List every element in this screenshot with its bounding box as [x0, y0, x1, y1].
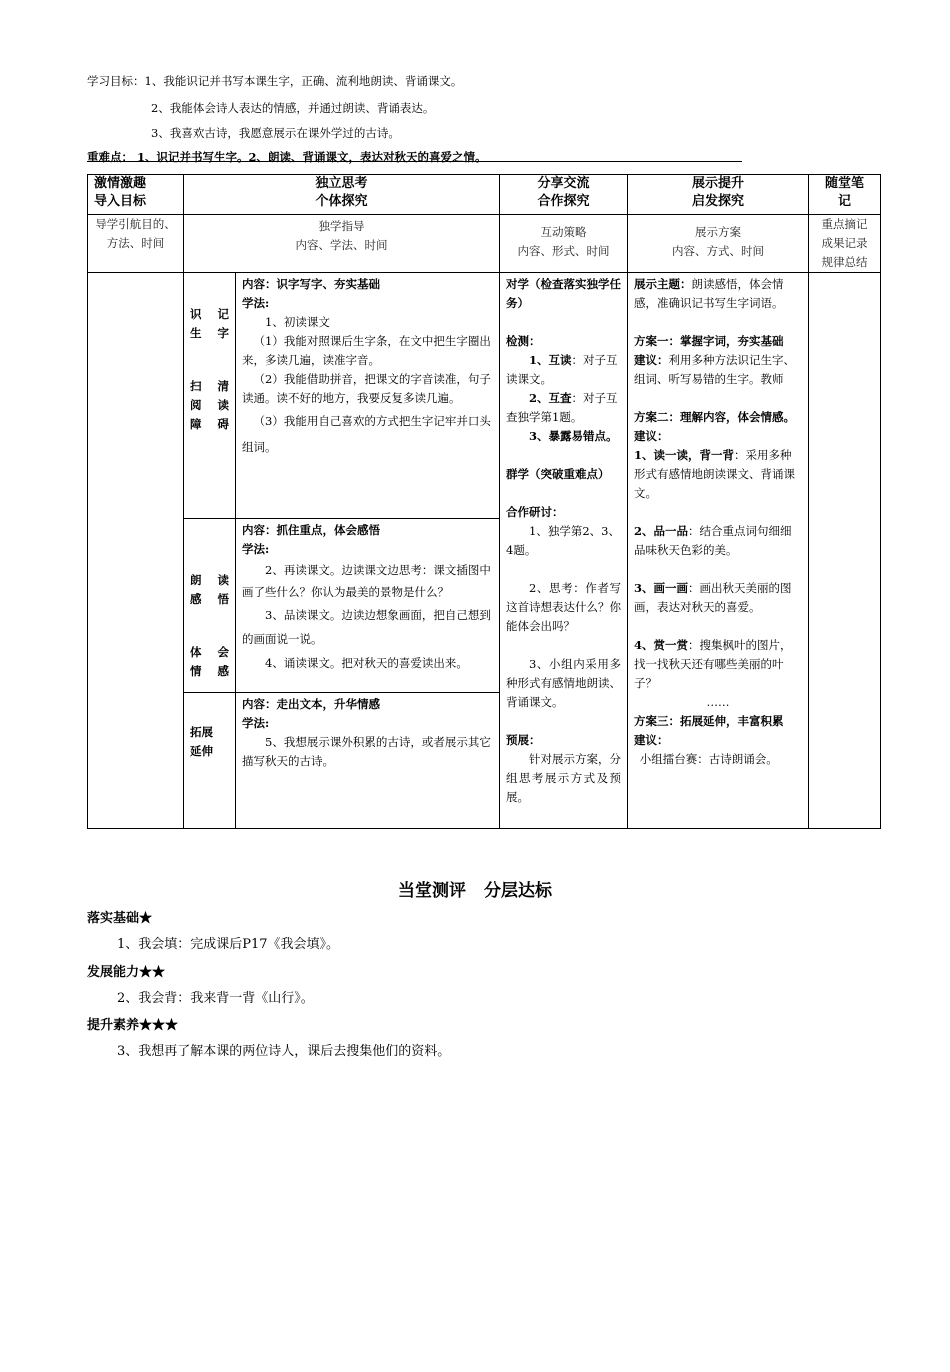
self-study-block-3 — [236, 693, 500, 829]
self-study-block-2 — [236, 519, 500, 693]
show-plan-1: 方案一：掌握字词，夯实基础 — [634, 334, 784, 348]
share-task-1: 1、独学第2、3、4题。 — [506, 524, 620, 557]
block1-title: 内容：识字写字、夯实基础 — [242, 277, 380, 291]
share-qunxue: 群学（突破重难点） — [506, 467, 610, 481]
show-activity-2 — [634, 522, 802, 560]
show-plan-2: 方案二：理解内容，体会情感。 — [634, 410, 796, 424]
show-ellipsis: …… — [706, 695, 730, 709]
block1-method: 学法: — [242, 296, 270, 310]
stage-extension-1: 拓展 — [190, 725, 213, 739]
block2-line2: 3、品读课文。边读边想象画面，把自己想到的画面说一说。 — [242, 608, 491, 646]
show-plan-1-suggestion — [634, 351, 802, 389]
header-motivation-line2: 导入目标 — [94, 194, 147, 209]
share-item-1-text: ：对子互读课文。 — [506, 353, 618, 386]
stage-literacy-2: 生 字 — [190, 326, 229, 340]
notes-cell-empty — [809, 273, 881, 829]
stage-reading — [184, 519, 236, 693]
share-item-2 — [506, 389, 621, 427]
show-activity-1-label: 1、读一读，背一背 — [634, 448, 735, 462]
block1-line3: （2）我能借助拼音，把课文的字音读准，句子读通。读不好的地方，我要反复多读几遍。 — [242, 372, 491, 405]
stage-literacy-1: 识 记 — [190, 307, 229, 321]
goal-line-3: 3、我喜欢古诗，我愿意展示在课外学过的古诗。 — [151, 126, 400, 140]
block1-line2: （1）我能对照课后生字条，在文中把生字圈出来，多读几遍，读准字音。 — [242, 334, 491, 367]
subheader-self-study-line1: 独学指导 — [318, 219, 365, 233]
share-task-3: 3、小组内采用多种形式有感情地朗读、背诵课文。 — [506, 657, 622, 709]
header-motivation-line1: 激情激趣 — [94, 176, 147, 191]
key-points-underline — [87, 161, 742, 162]
show-activity-1-text: ：采用多种形式有感情地朗读课文、背诵课文。 — [634, 448, 796, 500]
block2-title: 内容：抓住重点，体会感悟 — [242, 523, 380, 537]
goal-line-2: 2、我能体会诗人表达的情感，并通过朗读、背诵表达。 — [151, 101, 435, 115]
stage-reading-1: 朗 读 — [190, 573, 229, 587]
show-activity-4-label: 4、赏一赏 — [634, 638, 689, 652]
header-independent-line2: 个体探究 — [315, 194, 368, 209]
share-yuzhan: 预展： — [506, 733, 541, 747]
subheader-self-study — [184, 215, 500, 273]
subheader-showcase-line2: 内容、方式、时间 — [672, 244, 765, 258]
show-plan-1-suggestion-label: 建议： — [634, 353, 669, 367]
task-2: 2、我会背：我来背一背《山行》。 — [117, 991, 314, 1006]
sharing-cell — [500, 273, 628, 829]
level-ability: 发展能力★★ — [87, 965, 166, 980]
level-basic: 落实基础★ — [87, 911, 153, 926]
show-plan-2-suggestion: 建议： — [634, 429, 669, 443]
share-duixue: 对学（检查落实独学任务） — [506, 277, 622, 310]
stage-literacy — [184, 273, 236, 519]
show-activity-3-text: ：画出秋天美丽的图画，表达对秋天的喜爱。 — [634, 581, 792, 614]
subheader-showcase-plan — [628, 215, 809, 273]
stage-literacy-3: 扫 清 — [190, 379, 229, 393]
header-motivation — [88, 175, 184, 215]
header-independent-thinking — [184, 175, 500, 215]
key-points: 重难点： 1、识记并书写生字。2、朗读、背诵课文，表达对秋天的喜爱之情。 — [87, 150, 487, 164]
goal-line-1: 学习目标：1、我能识记并书写本课生字，正确、流利地朗读、背诵课文。 — [87, 74, 463, 88]
show-activity-5: 小组擂台赛：古诗朗诵会。 — [639, 752, 778, 766]
share-yuzhan-text: 针对展示方案，分组思考展示方式及预展。 — [506, 752, 622, 804]
share-item-3: 3、暴露易错点。 — [529, 429, 618, 443]
header-sharing-line2: 合作探究 — [537, 194, 590, 209]
subheader-self-study-line2: 内容、学法、时间 — [295, 238, 388, 252]
show-activity-3 — [634, 579, 802, 617]
stage-literacy-4: 阅 读 — [190, 398, 229, 412]
share-item-2-text: ：对子互查独学第1题。 — [506, 391, 618, 424]
header-notes-line2: 记 — [838, 194, 852, 209]
share-item-1-label: 1、互读 — [529, 353, 572, 367]
show-activity-4-text: ：搜集枫叶的图片，找一找秋天还有哪些美丽的叶子？ — [634, 638, 792, 690]
task-3: 3、我想再了解本课的两位诗人，课后去搜集他们的资料。 — [117, 1044, 451, 1059]
subheader-interaction — [500, 215, 628, 273]
stage-reading-3: 体 会 — [190, 645, 229, 659]
subheader-notes-line1: 重点摘记 — [821, 217, 868, 231]
subheader-guide: 导学引航目的、方法、时间 — [88, 215, 184, 273]
show-activity-1 — [634, 446, 802, 503]
guide-cell-empty — [88, 273, 184, 829]
block2-line1: 2、再读课文。边读课文边思考：课文插图中画了些什么？你认为最美的景物是什么？ — [242, 563, 491, 599]
lesson-plan-table — [87, 174, 881, 829]
header-showcase-line1: 展示提升 — [692, 176, 745, 191]
share-hezuo: 合作研讨： — [506, 505, 564, 519]
header-independent-line1: 独立思考 — [315, 176, 368, 191]
show-activity-4 — [634, 636, 802, 693]
block3-line1: 5、我想展示课外积累的古诗，或者展示其它描写秋天的古诗。 — [242, 735, 491, 768]
header-sharing — [500, 175, 628, 215]
stage-literacy-5: 障 碍 — [190, 417, 229, 431]
stage-reading-4: 情 感 — [190, 664, 229, 678]
show-activity-2-label: 2、品一品 — [634, 524, 689, 538]
share-item-2-label: 2、互查 — [529, 391, 572, 405]
test-title: 当堂测评 分层达标 — [398, 881, 552, 901]
header-notes-line1: 随堂笔 — [825, 176, 865, 191]
header-sharing-line1: 分享交流 — [537, 176, 590, 191]
stage-reading-2: 感 悟 — [190, 592, 229, 606]
show-activity-3-label: 3、画一画 — [634, 581, 689, 595]
subheader-interaction-line2: 内容、形式、时间 — [517, 244, 610, 258]
stage-extension — [184, 693, 236, 829]
show-plan-3: 方案三：拓展延伸，丰富积累 — [634, 714, 784, 728]
block3-method: 学法: — [242, 716, 270, 730]
show-theme-text: 朗读感悟，体会情感，准确识记书写生字词语。 — [634, 277, 784, 310]
subheader-interaction-line1: 互动策略 — [540, 225, 587, 239]
subheader-notes-line2: 成果记录 — [821, 236, 868, 250]
subheader-notes-line3: 规律总结 — [821, 255, 868, 269]
showcase-cell — [628, 273, 809, 829]
subheader-showcase-line1: 展示方案 — [695, 225, 742, 239]
share-task-2: 2、思考：作者写这首诗想表达什么？你能体会出吗？ — [506, 581, 622, 633]
share-item-1 — [506, 351, 621, 389]
block2-line3: 4、诵读课文。把对秋天的喜爱读出来。 — [265, 656, 468, 670]
stage-extension-2: 延伸 — [190, 744, 213, 758]
show-activity-2-text: ：结合重点词句细细品味秋天色彩的美。 — [634, 524, 792, 557]
block1-line4: （3）我能用自己喜欢的方式把生字记牢并口头组词。 — [242, 414, 491, 454]
show-plan-1-suggestion-text: 利用多种方法识记生字、组词、听写易错的生字。教师 — [634, 353, 796, 386]
show-plan-3-suggestion: 建议： — [634, 733, 669, 747]
header-notes — [809, 175, 881, 215]
block3-title: 内容：走出文本，升华情感 — [242, 697, 380, 711]
subheader-notes — [809, 215, 881, 273]
share-jiance: 检测： — [506, 334, 541, 348]
task-1: 1、我会填：完成课后P17《我会填》。 — [117, 937, 340, 952]
block1-line1: 1、初读课文 — [265, 315, 330, 329]
self-study-block-1 — [236, 273, 500, 519]
show-theme-label: 展示主题： — [634, 277, 692, 291]
level-literacy: 提升素养★★★ — [87, 1018, 179, 1033]
show-theme — [634, 275, 802, 313]
header-showcase — [628, 175, 809, 215]
block2-method: 学法: — [242, 542, 270, 556]
header-showcase-line2: 启发探究 — [692, 194, 745, 209]
